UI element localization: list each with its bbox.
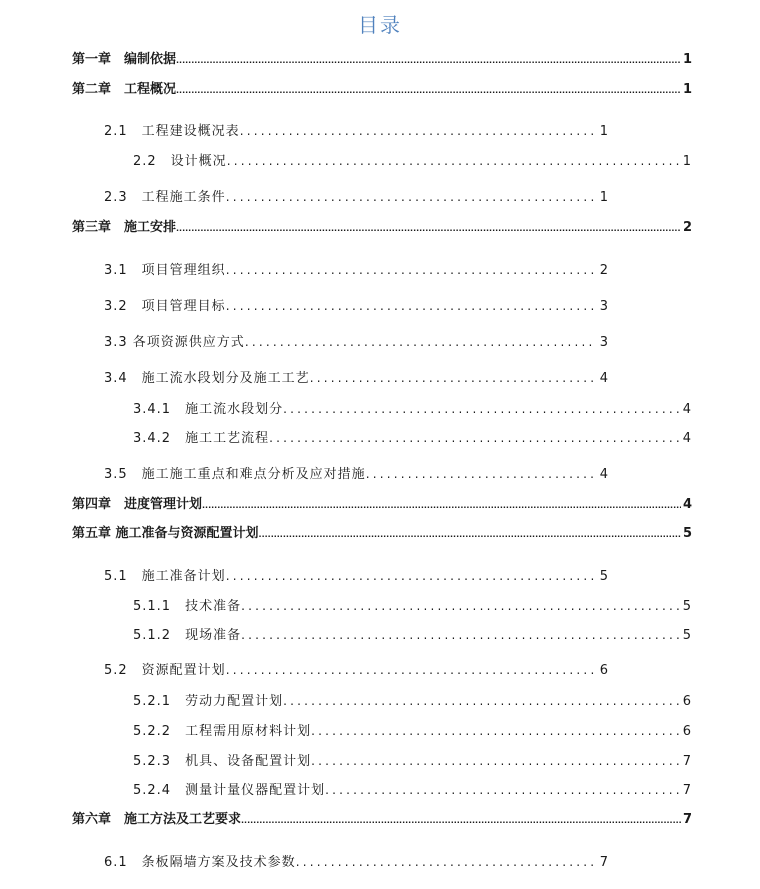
toc-entry-label: 3.1 项目管理组织 bbox=[104, 263, 226, 278]
toc-entry-label: 3.3 各项资源供应方式 bbox=[104, 335, 245, 350]
toc-subsection-5-2-1[interactable] bbox=[133, 690, 691, 709]
toc-page-number: 1 bbox=[682, 82, 692, 97]
leader-dots bbox=[226, 190, 596, 205]
toc-subsection-5-1-2[interactable] bbox=[133, 624, 691, 643]
toc-chapter-6[interactable] bbox=[72, 808, 692, 827]
toc-entry-label: 3.4.2 施工工艺流程 bbox=[133, 431, 270, 446]
toc-subsection-5-2-2[interactable] bbox=[133, 720, 691, 739]
leader-dots bbox=[226, 263, 596, 278]
toc-entry-label: 5.1.1 技术准备 bbox=[133, 599, 242, 614]
toc-page-number: 5 bbox=[682, 526, 692, 541]
toc-page-number: 7 bbox=[599, 855, 608, 870]
toc-chapter-2[interactable] bbox=[72, 78, 692, 97]
leader-dots bbox=[240, 124, 596, 139]
toc-page-number: 2 bbox=[682, 220, 692, 235]
leader-dots bbox=[226, 299, 596, 314]
toc-page-number: 4 bbox=[682, 497, 692, 512]
toc-page-number: 1 bbox=[599, 190, 608, 205]
leader-dots bbox=[366, 467, 596, 482]
toc-page-number: 4 bbox=[599, 371, 608, 386]
toc-page-number: 5 bbox=[682, 599, 691, 614]
leader-dots bbox=[241, 812, 681, 827]
toc-page-number: 1 bbox=[682, 154, 691, 169]
toc-section-3-4[interactable] bbox=[104, 367, 608, 386]
toc-entry-label: 5.2.3 机具、设备配置计划 bbox=[133, 754, 312, 769]
toc-chapter-5[interactable] bbox=[72, 522, 692, 541]
leader-dots bbox=[176, 52, 681, 67]
toc-section-2-3[interactable] bbox=[104, 186, 608, 205]
toc-section-2-2[interactable] bbox=[133, 150, 691, 169]
toc-chapter-4[interactable] bbox=[72, 493, 692, 512]
toc-entry-label: 3.4 施工流水段划分及施工工艺 bbox=[104, 371, 310, 386]
toc-page-number: 6 bbox=[599, 663, 608, 678]
leader-dots bbox=[176, 220, 681, 235]
toc-entry-label: 2.1 工程建设概况表 bbox=[104, 124, 240, 139]
toc-entry-label: 5.1.2 现场准备 bbox=[133, 628, 242, 643]
leader-dots bbox=[296, 855, 596, 870]
toc-page-number: 3 bbox=[599, 299, 608, 314]
toc-page-number: 1 bbox=[599, 124, 608, 139]
leader-dots bbox=[311, 754, 679, 769]
leader-dots bbox=[269, 431, 679, 446]
toc-page-number: 7 bbox=[682, 783, 691, 798]
toc-subsection-3-4-1[interactable] bbox=[133, 398, 691, 417]
toc-section-3-3[interactable] bbox=[104, 331, 608, 350]
toc-section-3-1[interactable] bbox=[104, 259, 608, 278]
toc-page-number: 4 bbox=[682, 431, 691, 446]
toc-page-number: 3 bbox=[599, 335, 608, 350]
leader-dots bbox=[202, 497, 681, 512]
toc-entry-label: 第一章 编制依据 bbox=[72, 52, 177, 67]
toc-entry-label: 5.1 施工准备计划 bbox=[104, 569, 226, 584]
toc-entry-label: 第五章 施工准备与资源配置计划 bbox=[72, 526, 259, 541]
toc-section-5-1[interactable] bbox=[104, 565, 608, 584]
toc-entry-label: 第四章 进度管理计划 bbox=[72, 497, 203, 512]
toc-chapter-3[interactable] bbox=[72, 216, 692, 235]
toc-entry-label: 3.4.1 施工流水段划分 bbox=[133, 402, 284, 417]
leader-dots bbox=[245, 335, 596, 350]
toc-page-number: 2 bbox=[599, 263, 608, 278]
toc-section-5-2[interactable] bbox=[104, 659, 608, 678]
toc-entry-label: 第二章 工程概况 bbox=[72, 82, 177, 97]
toc-subsection-5-1-1[interactable] bbox=[133, 595, 691, 614]
leader-dots bbox=[226, 569, 596, 584]
toc-chapter-1[interactable] bbox=[72, 48, 692, 67]
toc-section-3-5[interactable] bbox=[104, 463, 608, 482]
leader-dots bbox=[241, 599, 679, 614]
toc-page-number: 7 bbox=[682, 812, 692, 827]
toc-entry-label: 5.2.1 劳动力配置计划 bbox=[133, 694, 284, 709]
toc-title: 目录 bbox=[358, 13, 402, 37]
toc-page-number: 6 bbox=[682, 694, 691, 709]
leader-dots bbox=[176, 82, 681, 97]
toc-entry-label: 2.3 工程施工条件 bbox=[104, 190, 226, 205]
leader-dots bbox=[227, 154, 679, 169]
toc-entry-label: 6.1 条板隔墙方案及技术参数 bbox=[104, 855, 296, 870]
toc-entry-label: 5.2.4 测量计量仪器配置计划 bbox=[133, 783, 326, 798]
leader-dots bbox=[325, 783, 679, 798]
toc-page-number: 1 bbox=[682, 52, 692, 67]
leader-dots bbox=[259, 526, 681, 541]
leader-dots bbox=[311, 724, 679, 739]
toc-subsection-5-2-3[interactable] bbox=[133, 750, 691, 769]
toc-entry-label: 3.2 项目管理目标 bbox=[104, 299, 226, 314]
toc-page-number: 7 bbox=[682, 754, 691, 769]
toc-section-3-2[interactable] bbox=[104, 295, 608, 314]
toc-subsection-5-2-4[interactable] bbox=[133, 779, 691, 798]
toc-entry-label: 第六章 施工方法及工艺要求 bbox=[72, 812, 242, 827]
toc-page-number: 6 bbox=[682, 724, 691, 739]
toc-subsection-3-4-2[interactable] bbox=[133, 427, 691, 446]
toc-section-2-1[interactable] bbox=[104, 120, 608, 139]
toc-page-number: 5 bbox=[599, 569, 608, 584]
toc-page-number: 5 bbox=[682, 628, 691, 643]
toc-entry-label: 5.2 资源配置计划 bbox=[104, 663, 226, 678]
toc-entry-label: 5.2.2 工程需用原材料计划 bbox=[133, 724, 312, 739]
toc-section-6-1[interactable] bbox=[104, 851, 608, 870]
toc-page-number: 4 bbox=[682, 402, 691, 417]
toc-entry-label: 2.2 设计概况 bbox=[133, 154, 227, 169]
toc-page-number: 4 bbox=[599, 467, 608, 482]
leader-dots bbox=[283, 402, 679, 417]
leader-dots bbox=[226, 663, 596, 678]
leader-dots bbox=[241, 628, 679, 643]
leader-dots bbox=[310, 371, 596, 386]
toc-entry-label: 3.5 施工施工重点和难点分析及应对措施 bbox=[104, 467, 366, 482]
toc-entry-label: 第三章 施工安排 bbox=[72, 220, 177, 235]
leader-dots bbox=[283, 694, 679, 709]
